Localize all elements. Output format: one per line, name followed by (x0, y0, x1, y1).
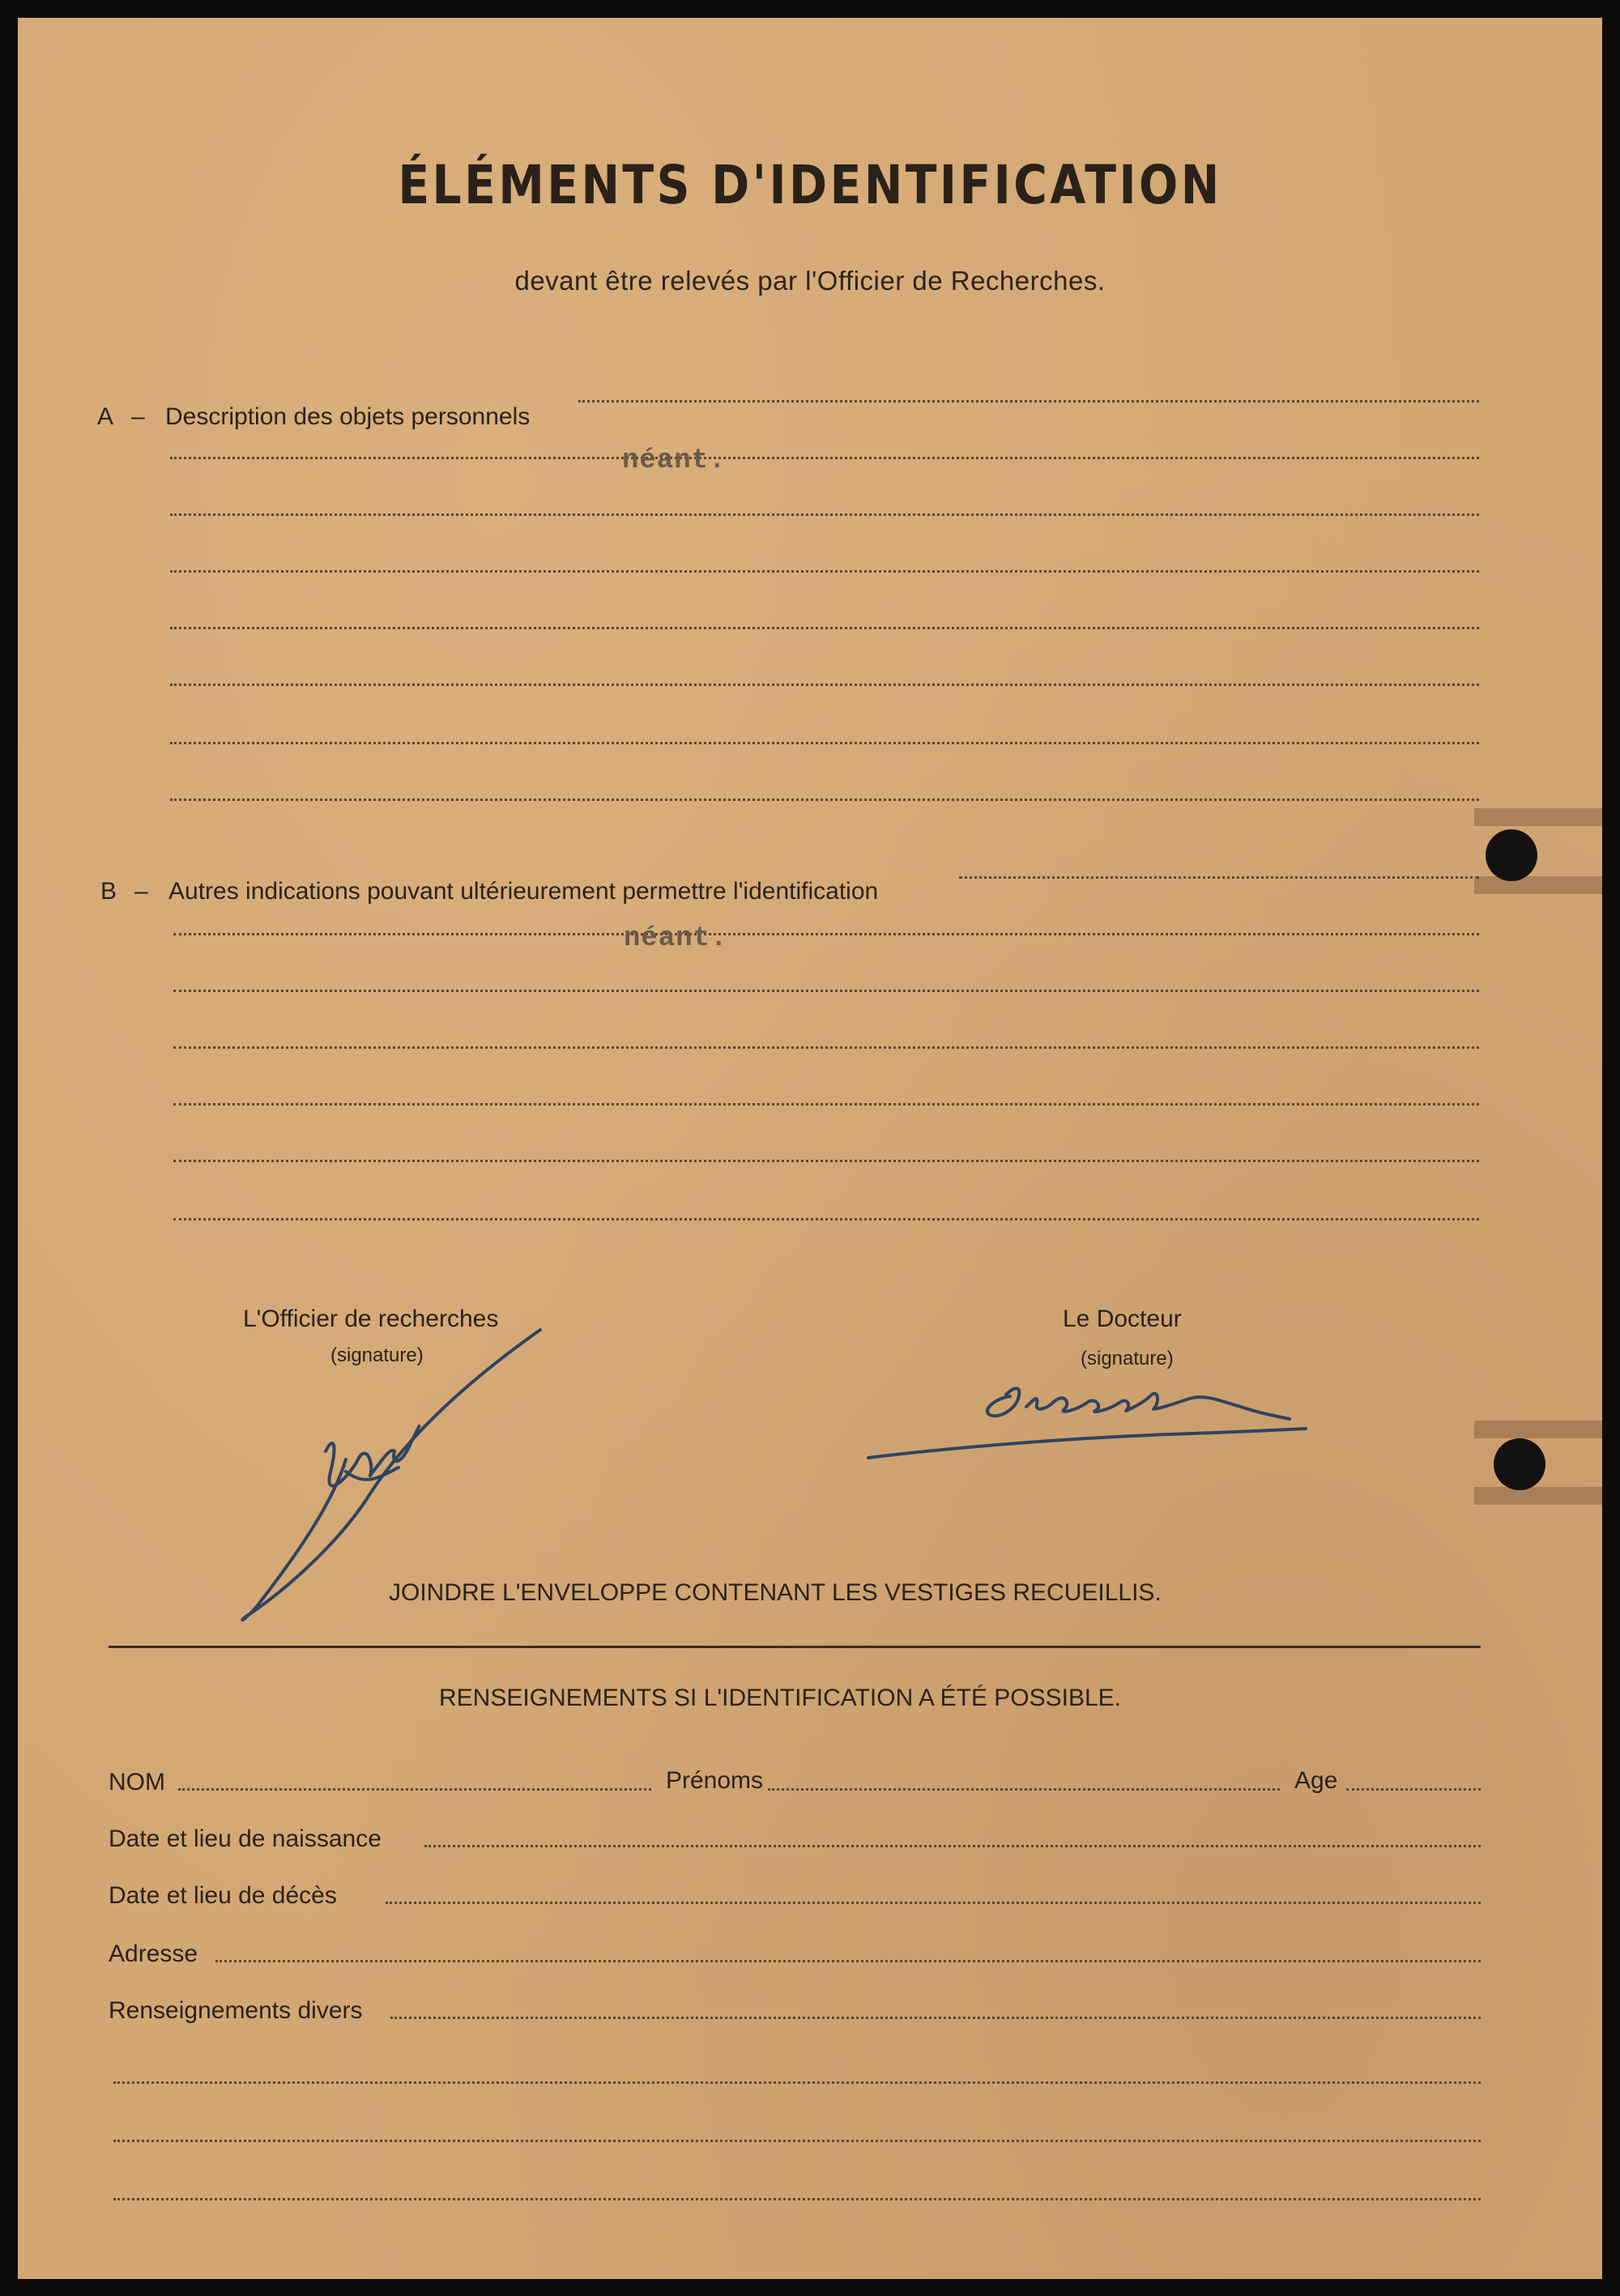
officer-signature-caption: (signature) (330, 1344, 424, 1366)
tape-strip-top-lower (1474, 876, 1602, 894)
identification-heading: RENSEIGNEMENTS SI L'IDENTIFICATION A ÉTÉ POSSIBLE. (439, 1685, 1122, 1711)
punch-hole-top (1486, 829, 1537, 881)
section-a-line-8[interactable] (170, 799, 1479, 801)
doctor-signature (852, 1362, 1371, 1476)
officer-title: L'Officier de recherches (243, 1306, 499, 1332)
divers-field-3[interactable] (113, 2140, 1481, 2142)
section-b-line-7[interactable] (173, 1218, 1479, 1220)
section-a-label: Description des objets personnels (165, 403, 531, 430)
section-a-letter: A (97, 403, 114, 430)
section-a-line-2[interactable] (170, 457, 1479, 459)
section-a-dash: – (131, 403, 145, 430)
instruction-text: JOINDRE L'ENVELOPPE CONTENANT LES VESTIGES RECUEILLIS. (389, 1579, 1162, 1606)
divers-field-4[interactable] (113, 2198, 1481, 2200)
prenoms-field[interactable] (768, 1788, 1280, 1791)
age-field[interactable] (1346, 1788, 1481, 1791)
age-label: Age (1294, 1767, 1338, 1794)
section-a-line-4[interactable] (170, 570, 1479, 573)
section-b-line-4[interactable] (173, 1046, 1479, 1049)
page-subtitle: devant être relevés par l'Officier de Recherches. (514, 266, 1106, 296)
section-a-line-6[interactable] (170, 684, 1479, 686)
divers-label: Renseignements divers (109, 1997, 363, 2024)
form-sheet (18, 18, 1602, 2279)
separator-rule (109, 1646, 1481, 1648)
deces-label: Date et lieu de décès (109, 1882, 337, 1909)
section-a-typed-value: néant. (622, 445, 727, 476)
section-b-line-6[interactable] (173, 1160, 1479, 1162)
punch-hole-bottom (1494, 1438, 1545, 1490)
tape-strip-bottom (1474, 1421, 1602, 1438)
section-b-line-1[interactable] (959, 876, 1479, 879)
nom-label: NOM (109, 1769, 165, 1795)
deces-field[interactable] (386, 1902, 1481, 1904)
tape-strip-top (1474, 808, 1602, 826)
page-title: ÉLÉMENTS D'IDENTIFICATION (398, 154, 1222, 216)
doctor-title: Le Docteur (1063, 1306, 1182, 1332)
prenoms-label: Prénoms (666, 1767, 764, 1794)
section-a-line-3[interactable] (170, 513, 1479, 516)
section-b-dash: – (134, 878, 148, 905)
adresse-label: Adresse (109, 1940, 198, 1967)
naissance-field[interactable] (424, 1845, 1481, 1847)
section-b-line-2[interactable] (173, 933, 1479, 935)
doctor-signature-caption: (signature) (1081, 1348, 1174, 1370)
section-a-line-1[interactable] (578, 400, 1479, 403)
divers-field-2[interactable] (113, 2081, 1481, 2084)
section-a-line-7[interactable] (170, 742, 1479, 744)
section-b-letter: B (100, 878, 117, 905)
naissance-label: Date et lieu de naissance (109, 1825, 382, 1852)
nom-field[interactable] (178, 1788, 651, 1791)
divers-field-1[interactable] (390, 2017, 1481, 2019)
section-b-typed-value: néant. (624, 923, 728, 954)
adresse-field[interactable] (215, 1960, 1481, 1962)
section-b-line-3[interactable] (173, 990, 1479, 992)
tape-strip-bottom-lower (1474, 1487, 1602, 1505)
section-b-line-5[interactable] (173, 1103, 1479, 1105)
section-b-label: Autres indications pouvant ultérieurement permettre l'identification (168, 878, 879, 905)
section-a-line-5[interactable] (170, 627, 1479, 629)
